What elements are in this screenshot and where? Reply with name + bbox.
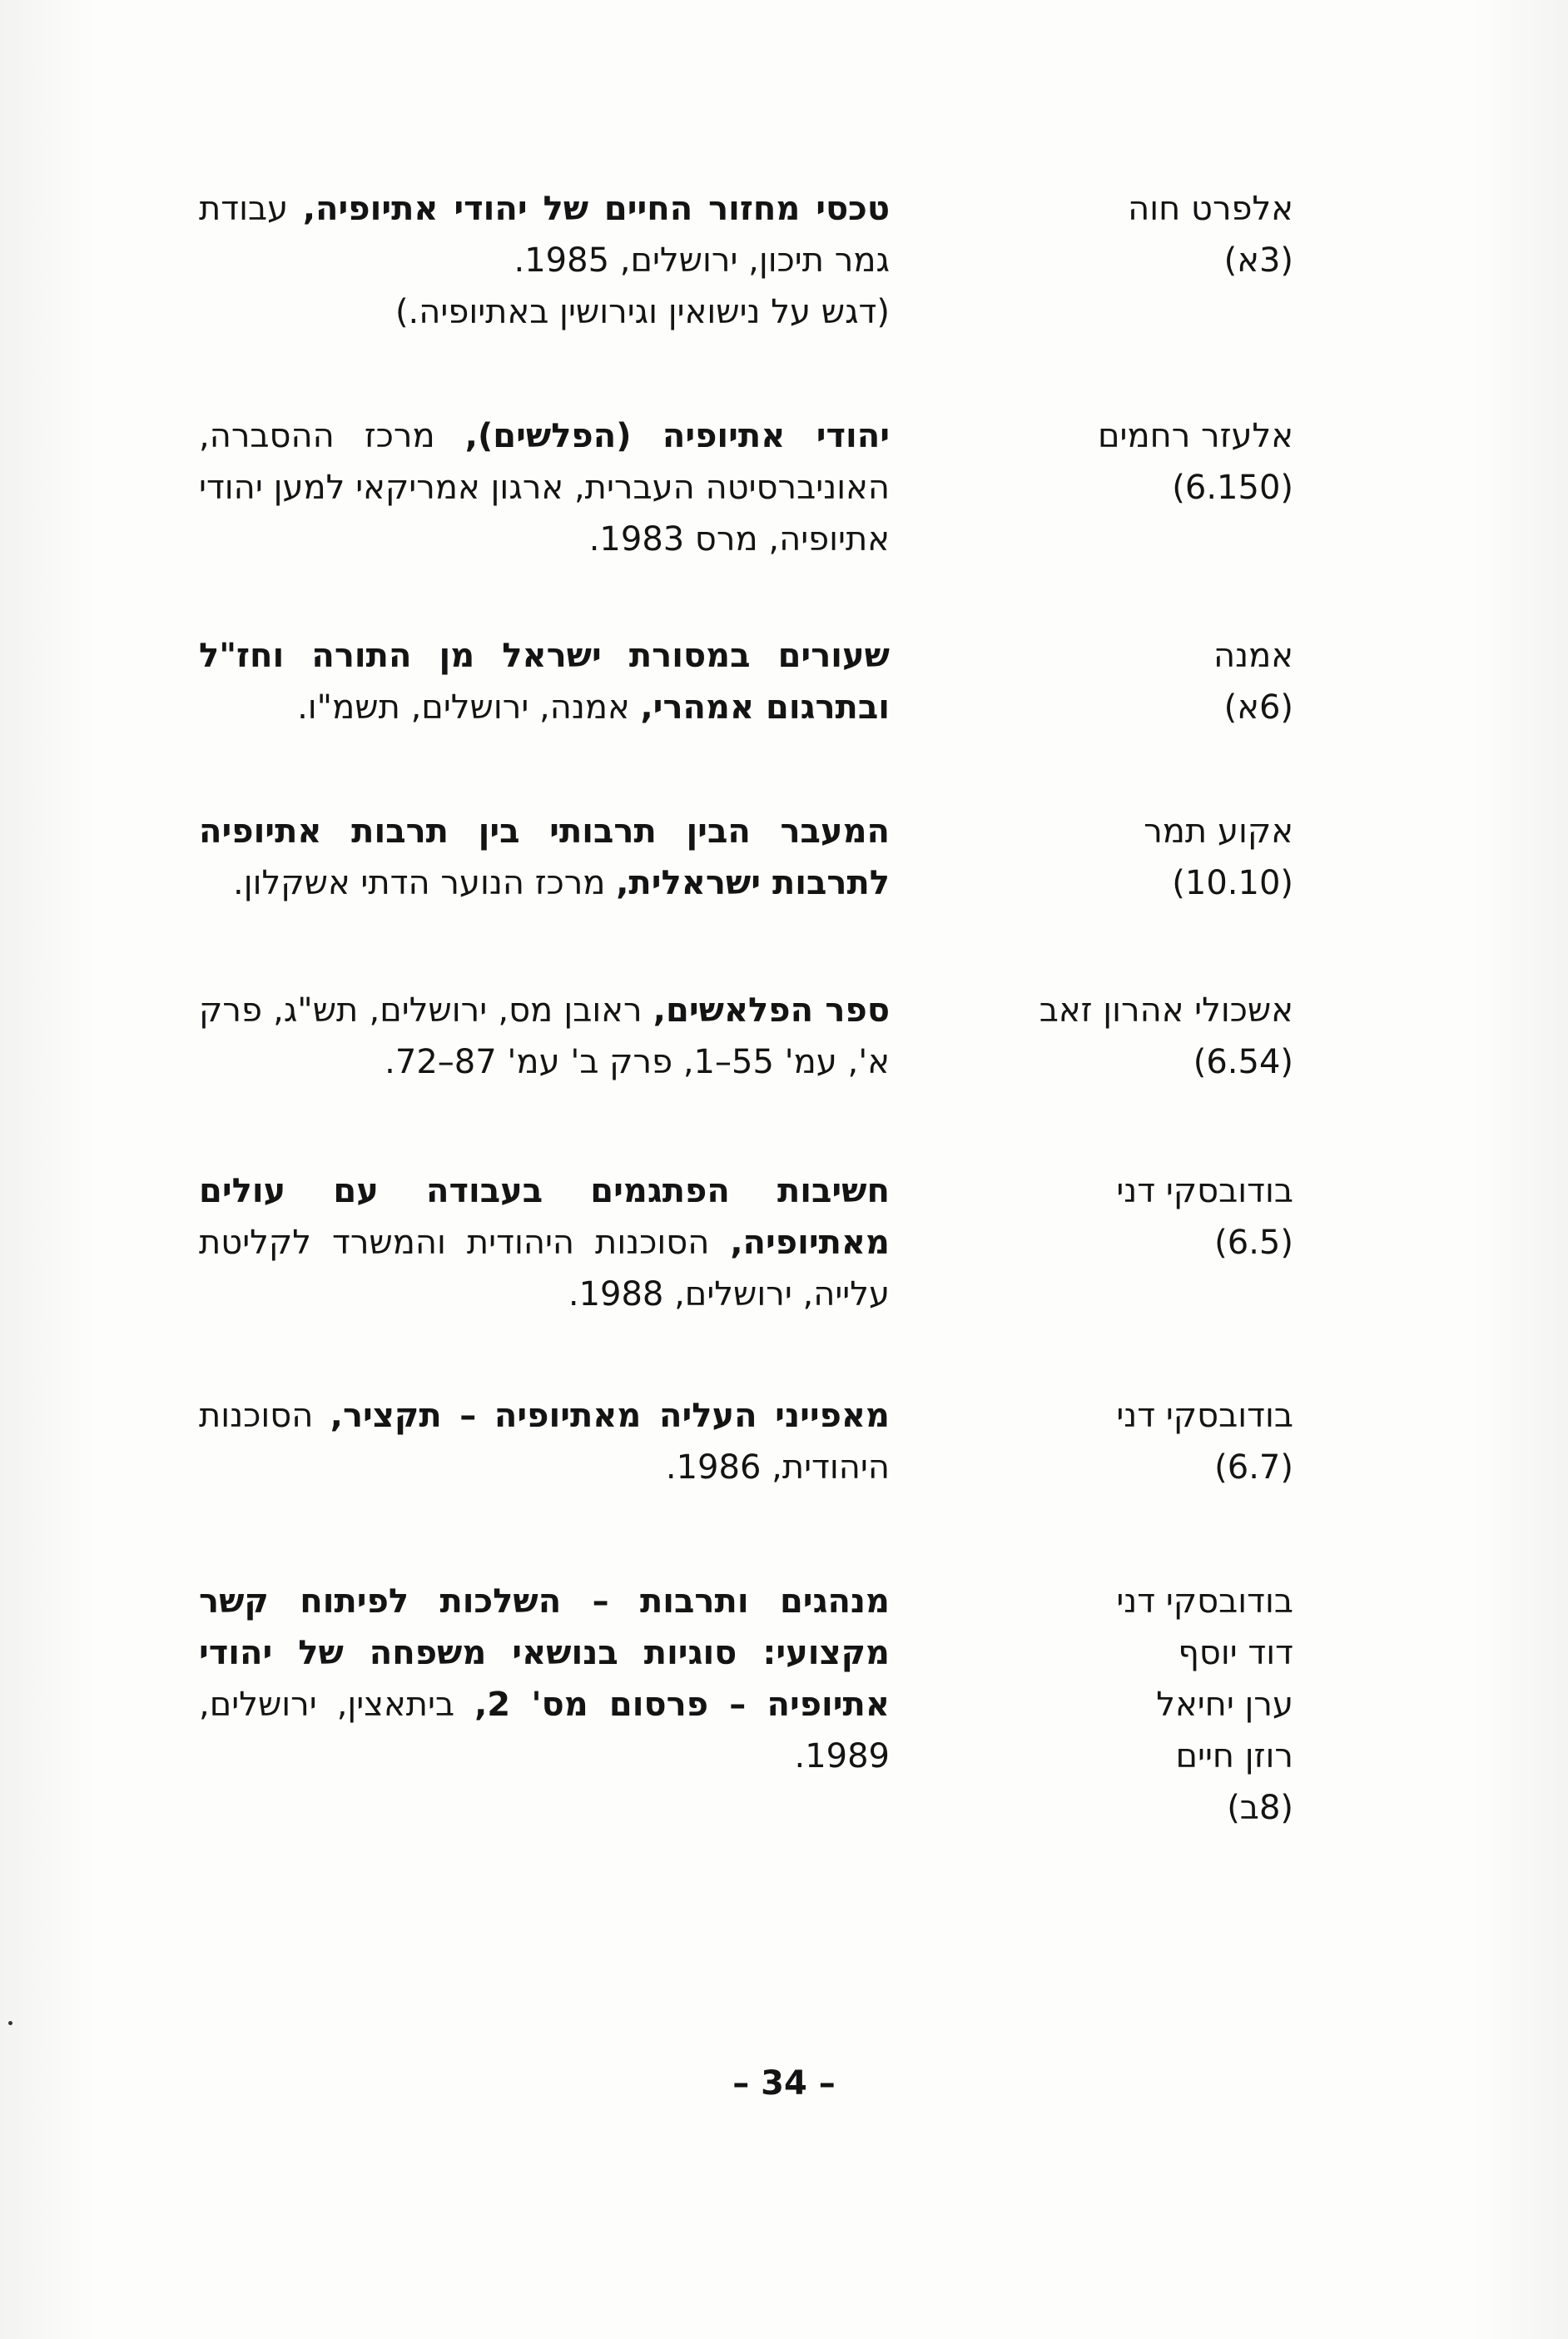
reference-title: מאפייני העליה מאתיופיה – תקציר, (330, 1397, 890, 1435)
author-name: אקוע תמר (1144, 812, 1293, 851)
reference-note: (דגש על נישואין וגירושין באתיופיה.) (394, 293, 890, 331)
reference-details: מרכז ההסברה, האוניברסיטה העברית, ארגון אמריקאי למען יהודי אתיופיה, מרס 1983. (199, 417, 890, 559)
reference-details: מרכז הנוער הדתי אשקלון. (233, 864, 617, 902)
entry-reference (199, 630, 890, 733)
reference-details: ראובן מס, ירושלים, תש"ג, פרק א', עמ' 55–1, פרק ב' עמ' 87–72. (199, 991, 890, 1081)
entry-author (985, 410, 1293, 514)
entry-reference (199, 1390, 890, 1493)
author-name: אלפרט חוה (1128, 190, 1293, 228)
entry-author (985, 1165, 1293, 1269)
catalog-code: (3א) (1223, 241, 1293, 280)
reference-title: המעבר הבין תרבותי בין תרבות אתיופיה לתרבות ישראלית, (199, 812, 890, 902)
reference-title: מנהגים ותרבות – השלכות לפיתוח קשר מקצועי: סוגיות בנושאי משפחה של יהודי אתיופיה – פרסום מס' 2, (199, 1582, 891, 1724)
author-name: בודובסקי דני (1116, 1172, 1293, 1210)
catalog-code: (6.150) (1172, 469, 1293, 507)
entry-author (985, 985, 1293, 1088)
entry-reference (199, 806, 890, 909)
author-name: אלעזר רחמים (1097, 417, 1293, 455)
author-name: אשכולי אהרון זאב (1039, 991, 1293, 1030)
reference-title: שעורים במסורת ישראל מן התורה וחז"ל ובתרגום אמהרי, (199, 637, 890, 727)
author-name: רוזן חיים (1175, 1737, 1293, 1775)
scan-speck (8, 2021, 12, 2025)
author-name: בודובסקי דני (1116, 1582, 1293, 1621)
entry-author (985, 806, 1293, 909)
entry-author (985, 1390, 1293, 1493)
catalog-code: (8ב) (1227, 1789, 1293, 1827)
reference-title: יהודי אתיופיה (הפלשים), (464, 417, 890, 455)
entry-reference (199, 985, 890, 1088)
reference-title: חשיבות הפתגמים בעבודה עם עולים מאתיופיה, (199, 1172, 890, 1262)
entry-author (985, 630, 1293, 733)
author-name: אמנה (1213, 637, 1293, 675)
entry-author (985, 183, 1293, 286)
catalog-code: (6.7) (1214, 1448, 1293, 1487)
reference-details: אמנה, ירושלים, תשמ"ו. (297, 688, 641, 727)
entry-reference (199, 183, 890, 338)
reference-details: עבודת גמר תיכון, ירושלים, 1985. (199, 190, 890, 280)
author-name: דוד יוסף (1178, 1634, 1293, 1672)
reference-title: ספר הפלאשים, (653, 991, 891, 1030)
catalog-code: (10.10) (1172, 864, 1293, 902)
author-name: בודובסקי דני (1116, 1397, 1293, 1435)
catalog-code: (6.5) (1214, 1224, 1293, 1262)
entry-reference (199, 1576, 890, 1782)
page-number: – 34 – (732, 2064, 836, 2103)
reference-details: ביתאצין, ירושלים, 1989. (199, 1686, 890, 1775)
reference-details: הסוכנות היהודית, 1986. (199, 1397, 890, 1487)
reference-title: טכסי מחזור החיים של יהודי אתיופיה, (302, 190, 890, 228)
entry-author (985, 1576, 1293, 1834)
catalog-code: (6.54) (1193, 1043, 1293, 1081)
reference-details: הסוכנות היהודית והמשרד לקליטת עלייה, ירושלים, 1988. (199, 1224, 890, 1314)
entry-reference (199, 1165, 890, 1320)
author-name: ערן יחיאל (1156, 1686, 1293, 1724)
entry-reference (199, 410, 890, 565)
catalog-code: (6א) (1223, 688, 1293, 727)
